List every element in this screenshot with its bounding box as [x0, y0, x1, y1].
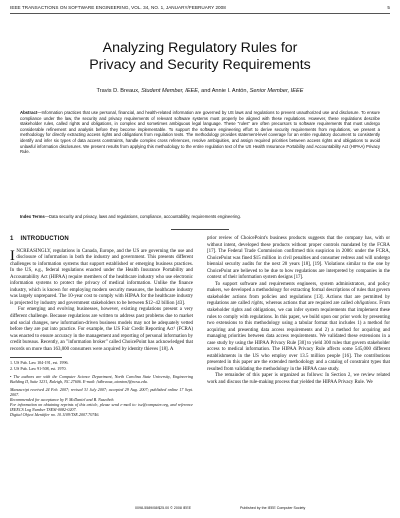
obligations-term: obligations — [354, 301, 377, 307]
author-1-name: Travis D. Breaux, — [96, 88, 142, 94]
author-2-name: and Annie I. Antón, — [199, 88, 250, 94]
left-column — [10, 236, 193, 417]
journal-header: IEEE TRANSACTIONS ON SOFTWARE ENGINEERING, VOL. 34, NO. 1, JANUARY/FEBRUARY 2008 — [10, 5, 226, 10]
intro-paragraph-1-text: NCREASINGLY, regulations in Canada, Europe, and the US are governing the use and disclosure of information in both the industry and government. This presents different challenges to information systems that support established or emerging business practices. In the US, e.g., federal regulations enacted under the Health Insurance Portability and Accountability Act (HIPAA) require members of the healthcare industry who use electronic information systems to protect the privacy of medical information. Unlike the finance industry, which is known for employing modern security measures, the healthcare industry was largely unprepared. The 10-year cost to comply with HIPAA for the healthcare industry is projected by industry and government stakeholders to be between $12–42 billion [43]. — [10, 248, 193, 306]
section-heading — [10, 236, 193, 243]
paper-title — [20, 40, 380, 74]
right-paragraph-1: prior review of ChoicePoint's business products suggests that the company has, with or without intent, developed these products without proper controls mandated by the FCRA [17]. The Federal Trade Commission confirmed this suspicion in 2006: under the FCRA, ChoicePoint was fined $15 million in civil penalties and consumer redress and will undergo biennial security audits for the next 20 years [18], [19]. Violations similar to the one by ChoicePoint are believed to be due to how regulations are interpreted by companies in the context of their information system designs [17]. — [207, 236, 390, 281]
right-paragraph-2: To support software and requirements engineers, system administrators, and policy makers, we developed a methodology for extracting formal descriptions of rules that govern stakeholder actions from policies and regulations [13]. Actions that are permitted by regulations are called rights, whereas actions that are required are called obligations. From stakeholder rights and obligations, we can infer system requirements that implement these rules to comply with regulations. In this paper, we build upon our prior work by presenting two extensions to this methodology using a tabular format that includes 1) a method for acquiring and presenting data access requirements and 2) a method for acquiring and managing priorities between data access requirements. We validated these extensions in a case study by using the HIPAA Privacy Rule [30] to yield 300 rules that govern stakeholder access to medical information. The HIPAA Privacy Rule affects some 545,000 different establishments in the US who employ over 13.5 million people [16]. The contributions presented in this paper are the extended methodology and a catalog of constraint types that resulted from validating the methodology in the HIPAA case study. — [207, 281, 391, 372]
footer-issn: 0098-5589/08/$25.00 © 2008 IEEE — [135, 506, 191, 510]
running-header — [10, 5, 390, 13]
affiliation-text: The authors are with the Computer Science Department, North Carolina State University, Engineering Building II, Suite 3231, Raleigh, NC 27606. E-mail: {tdbreaux, aianton}@ncsu.edu. — [10, 373, 193, 384]
intro-paragraph-1 — [10, 249, 193, 308]
right-column — [207, 236, 390, 387]
section-number: 1 — [10, 236, 14, 242]
footnote-1: 1. US Pub. Law 104-191, est. 1996. — [10, 360, 69, 366]
page-number: 5 — [387, 5, 390, 10]
manuscript-editor: Recommended for acceptance by P. McDaniel and B. Nuseibeh. — [10, 397, 115, 403]
abstract-text: —Information practices that use personal, financial, and health-related information are governed by US laws and regulations to prevent unauthorized use and disclosure. To ensure compliance under the law, the security and privacy requirements of relevant software systems must properly be aligned with these regulations. However, these regulations describe stakeholder rules, called rights and obligations, in complex and sometimes ambiguous legal language. These "rules" are often precursors to software requirements that must undergo considerable refinement and analysis before they become implementable. To support the software engineering effort to derive security requirements from regulations, we present a methodology for directly extracting access rights and obligations from regulation texts. The methodology provides statement-level coverage for an entire regulatory document to consistently identify and infer six types of data access constraints, handle complex cross references, resolve ambiguities, and assign required priorities between access rights and obligations to avoid unlawful information disclosures. We present results from applying this methodology to the entire regulation text of the US Health Insurance Portability and Accountability Act (HIPAA) Privacy Rule. — [20, 110, 380, 155]
author-2-role: Senior Member, IEEE — [249, 88, 304, 94]
footnote-2: 2. US Pub. Law 91-508, est. 1970. — [10, 365, 67, 371]
author-line — [10, 88, 390, 94]
manuscript-info — [10, 387, 193, 418]
header-rule — [10, 13, 390, 14]
title-line-2: Privacy and Security Requirements — [89, 57, 311, 73]
author-affiliations — [10, 374, 193, 384]
right-paragraph-3: The remainder of this paper is organized as follows: In Section 2, we review related work and discuss the rule-making process that yielded the HIPAA Privacy Rule. We — [207, 373, 390, 386]
footer-publisher: Published by the IEEE Computer Society — [240, 506, 306, 510]
index-terms-text: —Data security and privacy, laws and regulations, compliance, accountability, requirements engineering. — [44, 214, 241, 219]
manuscript-doi: Digital Object Identifier no. 10.1109/TSE.2007.70746. — [10, 412, 100, 418]
index-terms — [20, 214, 380, 220]
bullet-icon: • — [10, 373, 12, 379]
title-line-1: Analyzing Regulatory Rules for — [102, 40, 298, 56]
author-1-role: Student Member, IEEE, — [141, 88, 200, 94]
footnote-rule — [10, 357, 62, 358]
index-terms-label: Index Terms — [20, 214, 45, 219]
manuscript-received: Manuscript received 24 Feb. 2007; revised 31 July 2007; accepted 29 Aug. 2007; published online 17 Sept. 2007. — [10, 386, 193, 397]
intro-paragraph-2: For emerging and evolving businesses, however, existing regulations present a very different challenge. Because regulations are written to address past problems due to market and social changes, new information-driven business models may not be adequately vetted before they are put into practice. For example, the US Fair Credit Reporting Act¹ (FCRA) was enacted to ensure accuracy in the management and reporting of personal information by credit bureaus. Recently, an "information broker" called ChoicePoint has acknowledged that records on more than 163,000 consumers were acquired by identity thieves [18]. A — [10, 307, 193, 352]
abstract-rule — [171, 229, 229, 230]
abstract — [20, 110, 380, 155]
section-title: INTRODUCTION — [20, 236, 69, 242]
footer-line — [10, 506, 390, 512]
rights-term: rights — [251, 301, 263, 307]
footnotes — [10, 360, 193, 370]
drop-cap: I — [10, 247, 15, 264]
abstract-label: Abstract — [20, 110, 38, 115]
manuscript-reprints: For information on obtaining reprints of this article, please send e-mail to: tse@computer.org, and reference IEEECS Log Number TSESI-0082-0207. — [10, 402, 193, 413]
